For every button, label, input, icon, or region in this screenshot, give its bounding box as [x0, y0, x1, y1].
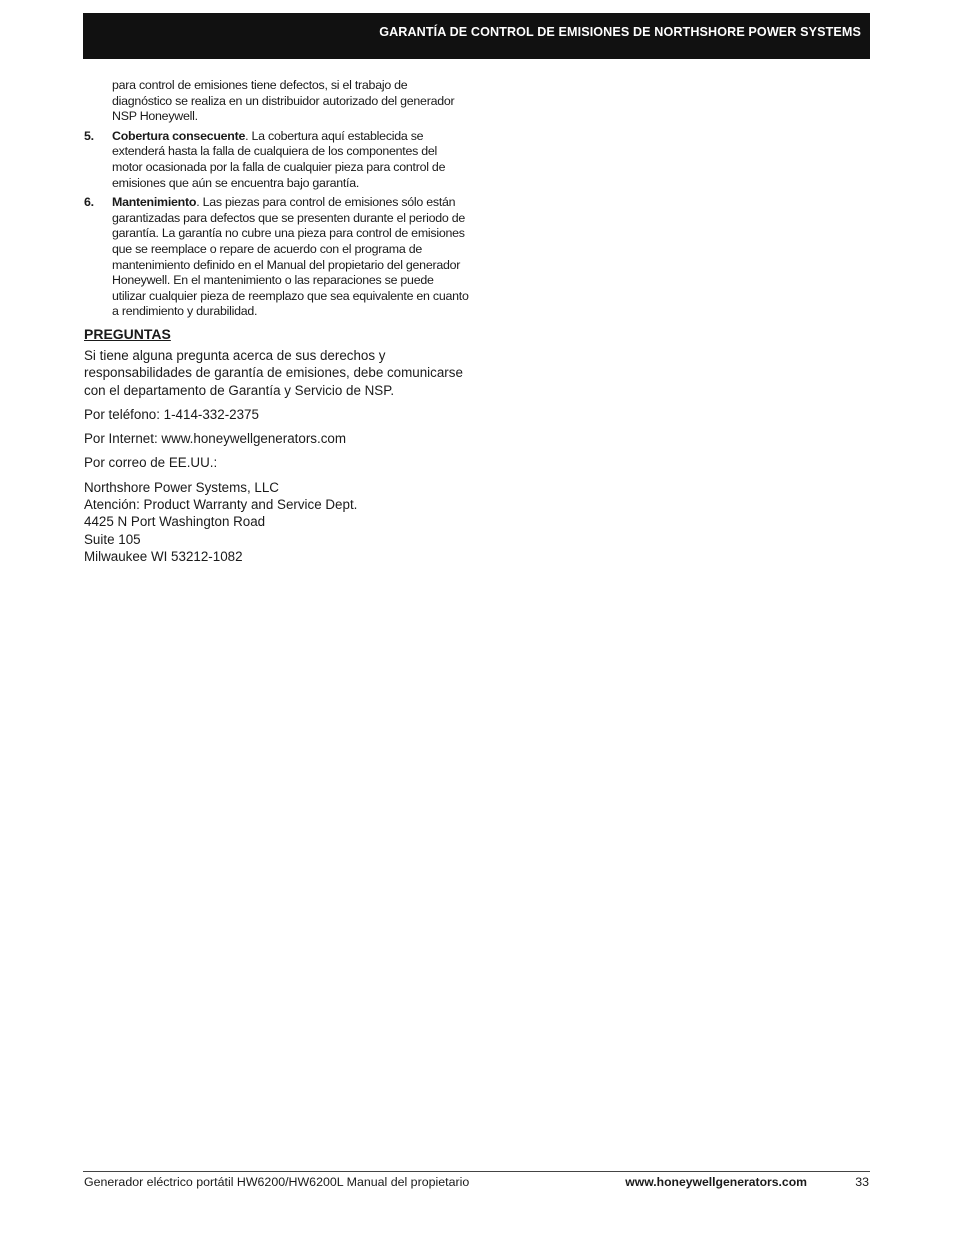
address-line: 4425 N Port Washington Road: [84, 514, 266, 530]
address-line: Milwaukee WI 53212-1082: [84, 548, 243, 564]
list-item-title: Mantenimiento: [112, 195, 197, 210]
list-item-6: [84, 195, 469, 320]
list-item-number: 6.: [84, 195, 94, 210]
mailing-address: [84, 479, 469, 565]
list-item-5: [84, 129, 469, 191]
footer-manual-title: Generador eléctrico portátil HW6200/HW6200L Manual del propietario: [84, 1175, 470, 1189]
page-number: 33: [855, 1175, 869, 1189]
footer-divider: [83, 1171, 870, 1172]
address-line: Atención: Product Warranty and Service Dept.: [84, 496, 358, 512]
contact-mail-label: Por correo de EE.UU.:: [84, 455, 218, 471]
footer-website: www.honeywellgenerators.com: [625, 1175, 807, 1189]
address-line: Northshore Power Systems, LLC: [84, 479, 279, 495]
list-continuation-text: para control de emisiones tiene defectos, si el trabajo de diagnóstico se realiza en un distribuidor autorizado del generador NSP Honeywell.: [112, 78, 455, 124]
address-line: Suite 105: [84, 531, 141, 547]
list-item-body: [112, 195, 469, 320]
list-item-text: . La cobertura aquí establecida se extenderá hasta la falla de cualquiera de los componentes del motor ocasionada por la falla de cualquier pieza para control de emisiones que aún se encuentra bajo garantía.: [112, 128, 446, 190]
list-item-title: Cobertura consecuente: [112, 128, 246, 143]
page-header-title: GARANTÍA DE CONTROL DE EMISIONES DE NORTHSHORE POWER SYSTEMS: [379, 25, 861, 39]
contact-phone: Por teléfono: 1-414-332-2375: [84, 406, 259, 422]
contact-internet: Por Internet: www.honeywellgenerators.com: [84, 431, 346, 447]
questions-intro: Si tiene alguna pregunta acerca de sus derechos y responsabilidades de garantía de emisiones, debe comunicarse con el departamento de Garantía y Servicio de NSP.: [84, 347, 463, 398]
list-item-number: 5.: [84, 128, 94, 143]
header-bar: [83, 13, 870, 59]
main-content: [84, 78, 469, 565]
list-item-text: . Las piezas para control de emisiones sólo están garantizadas para defectos que se presenten durante el periodo de garantía. La garantía no cubre una pieza para control de emisiones que se reemplace o repare de acuerdo con el programa de mantenimiento definido en el Manual del propietario del generador Honeywell. En el mantenimiento o las reparaciones se puede utilizar cualquier pieza de reemplazo que sea equivalente en cuanto a rendimiento y durabilidad.: [112, 195, 469, 319]
list-item-body: [112, 129, 469, 191]
questions-heading: PREGUNTAS: [84, 325, 171, 342]
